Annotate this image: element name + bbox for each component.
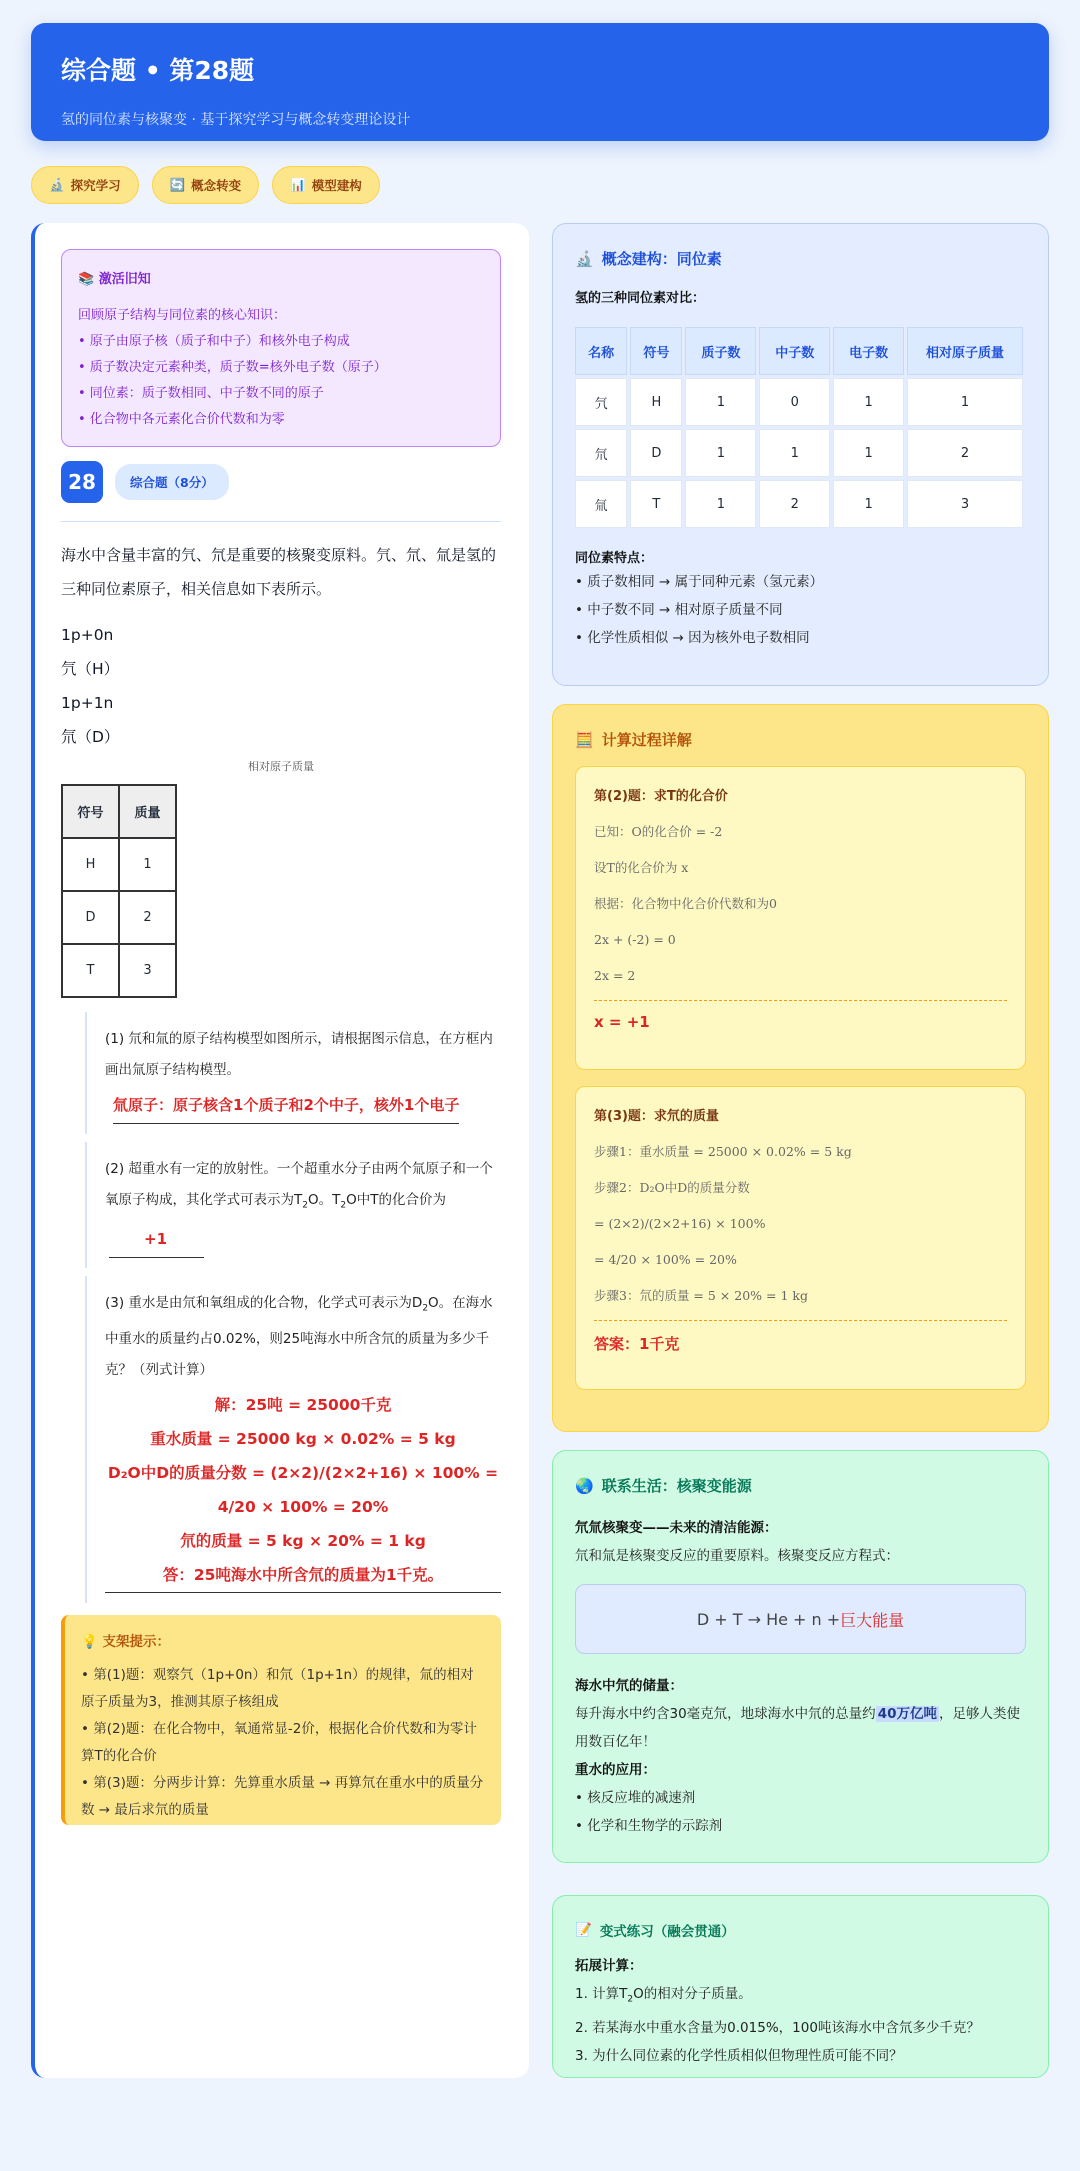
isotope-info: 1p+0n 氕（H） 1p+1n 氘（D） bbox=[61, 626, 120, 746]
activate-line: • 原子由原子核（质子和中子）和核外电子构成 bbox=[78, 334, 350, 349]
practice-item: 2. 若某海水中重水含量为0.015%，100吨该海水中含氘多少千克？ bbox=[575, 2019, 980, 2036]
globe-icon: 🌏 bbox=[575, 1476, 594, 1495]
microscope-icon: 🔬 bbox=[49, 177, 65, 192]
feature-title: 同位素特点： bbox=[575, 551, 654, 566]
mass-table: 符号 质量 H 1 D 2 T 3 bbox=[61, 784, 177, 998]
answer-2: +1 bbox=[109, 1222, 204, 1258]
question-panel bbox=[31, 223, 529, 2078]
question-header bbox=[61, 461, 501, 522]
activate-title: 📚 激活旧知 bbox=[78, 272, 151, 287]
concept-subtitle: 氢的三种同位素对比： bbox=[575, 291, 706, 306]
tag-model[interactable]: 📊 模型建构 bbox=[272, 166, 380, 204]
solution-line: 重水质量 = 25000 kg × 0.02% = 5 kg bbox=[150, 1430, 456, 1449]
fusion-equation: D + T → He + n + 巨大能量 bbox=[575, 1584, 1026, 1654]
table-row: 氕 H 1 0 1 1 bbox=[575, 378, 1023, 426]
tag-inquiry[interactable]: 🔬 探究学习 bbox=[31, 166, 139, 204]
practice-item: 1. 计算$T_2O$的相对分子质量。 bbox=[575, 1986, 752, 2005]
life-title: 🌏 联系生活：核聚变能源 bbox=[575, 1476, 752, 1495]
tag-bar bbox=[31, 166, 380, 204]
sub-question-2: (2) 超重水有一定的放射性。一个超重水分子由两个氚原子和一个氧原子构成，其化学式可表示为$T_2O$。$T_2O$中T的化合价为 +1 bbox=[85, 1142, 501, 1268]
calc-box-3: 第(3)题：求氘的质量 步骤1：重水质量 = 25000 × 0.02% = 5 kg 步骤2：D₂O中D的质量分数 = (2×2)/(2×2+16) × 100% = 4/20 × 100% = 20% 步骤3：氘的质量 = 5 × 20% = 1 kg 答案：1千克 bbox=[575, 1086, 1026, 1390]
activate-line: 回顾原子结构与同位素的核心知识： bbox=[78, 308, 287, 323]
activate-box bbox=[61, 249, 501, 447]
page-header bbox=[31, 23, 1049, 141]
practice-item: 3. 为什么同位素的化学性质相似但物理性质可能不同？ bbox=[575, 2047, 903, 2064]
solution-line: 答：25吨海水中所含氘的质量为1千克。 bbox=[105, 1558, 501, 1593]
tag-concept[interactable]: 🔄 概念转变 bbox=[152, 166, 260, 204]
sub-question-3: (3) 重水是由氘和氧组成的化合物，化学式可表示为$D_2O$。在海水中重水的质量约占0.02%，则25吨海水中所含氘的质量为多少千克？（列式计算） 解：25吨 = 25000千克 重水质量 = 25000 kg × 0.02% = 5 kg D₂O中D的质量分数 = (2×2)/(2×2+16) × 100% = 4/20 × 100% = 20% 氘的质量 = 5 kg × 20% = 1 kg 答：25吨海水中所含氘的质量为1千克。 bbox=[85, 1276, 501, 1604]
table-row: H 1 bbox=[62, 838, 176, 891]
activate-line: • 质子数决定元素种类，质子数=核外电子数（原子） bbox=[78, 360, 387, 375]
question-badge: 综合题（8分） bbox=[115, 464, 229, 500]
sub-question-1: (1) 氘和氚的原子结构模型如图所示，请根据图示信息，在方框内画出氚原子结构模型。 氚原子：原子核含1个质子和2个中子，核外1个电子 bbox=[85, 1012, 501, 1134]
hint-box bbox=[61, 1615, 501, 1825]
question-number: 28 bbox=[61, 461, 103, 503]
page-title: 综合题 • 第28题 bbox=[61, 56, 255, 85]
storage-text: 每升海水中约含30毫克氘，地球海水中氘的总量约 40万亿吨 ，足够人类使用数百亿年！ bbox=[575, 1706, 1020, 1750]
calc-box-2: 第(2)题：求T的化合价 已知：O的化合价 = -2 设T的化合价为 x 根据：化合物中化合价代数和为0 2x + (-2) = 0 2x = 2 x = +1 bbox=[575, 766, 1026, 1070]
calculator-icon: 🧮 bbox=[575, 730, 594, 749]
concept-title: 🔬 概念建构：同位素 bbox=[575, 249, 722, 268]
solution-line: 4/20 × 100% = 20% bbox=[217, 1498, 389, 1517]
calc-result: x = +1 bbox=[594, 1013, 650, 1031]
lightbulb-icon: 💡 bbox=[81, 1634, 98, 1651]
table-row: 氘 D 1 1 1 2 bbox=[575, 429, 1023, 477]
hint-title: 💡 支架提示： bbox=[81, 1634, 171, 1651]
table-caption: 相对原子质量 bbox=[248, 760, 314, 773]
isotope-table: 名称 符号 质子数 中子数 电子数 相对原子质量 氕 H 1 0 1 1 氘 D 1 1 1 2 氚 T 1 2 1 3 bbox=[572, 324, 1026, 531]
refresh-icon: 🔄 bbox=[169, 177, 186, 192]
books-icon: 📚 bbox=[78, 272, 95, 287]
calc-result: 答案：1千克 bbox=[594, 1335, 680, 1353]
page-subtitle: 氢的同位素与核聚变 · 基于探究学习与概念转变理论设计 bbox=[61, 112, 411, 128]
concept-card: 🔬 概念建构：同位素 氢的三种同位素对比： 名称 符号 质子数 中子数 电子数 相对原子质量 氕 H 1 0 1 1 氘 D 1 1 1 2 氚 T 1 2 1 3 同位素特点： • 质子数相同 → 属于同种元素（氢元素） • 中子数不同 → 相对原子质量不同 • 化学性质相似 → 因为核外电子数相同 bbox=[552, 223, 1049, 686]
table-row: 氚 T 1 2 1 3 bbox=[575, 480, 1023, 528]
solution-line: 解：25吨 = 25000千克 bbox=[214, 1396, 392, 1415]
microscope-icon: 🔬 bbox=[575, 249, 594, 268]
calculation-card bbox=[552, 704, 1049, 1432]
activate-line: • 同位素：质子数相同、中子数不同的原子 bbox=[78, 386, 324, 401]
solution-line: D₂O中D的质量分数 = (2×2)/(2×2+16) × 100% = bbox=[107, 1464, 499, 1483]
practice-card: 📝 变式练习（融会贯通） 拓展计算： 1. 计算$T_2O$的相对分子质量。 2. 若某海水中重水含量为0.015%，100吨该海水中含氘多少千克？ 3. 为什么同位素的化学性质相似但物理性质可能不同？ bbox=[552, 1895, 1049, 2078]
chart-icon: 📊 bbox=[290, 177, 306, 192]
table-row: D 2 bbox=[62, 891, 176, 944]
hint-line: • 第(3)题：分两步计算：先算重水质量 → 再算氘在重水中的质量分数 → 最后求氘的质量 bbox=[81, 1775, 484, 1819]
memo-icon: 📝 bbox=[575, 1922, 592, 1938]
answer-1: 氚原子：原子核含1个质子和2个中子，核外1个电子 bbox=[113, 1088, 459, 1124]
hint-line: • 第(2)题：在化合物中，氧通常显-2价，根据化合价代数和为零计算T的化合价 bbox=[81, 1721, 477, 1765]
practice-title: 📝 变式练习（融会贯通） bbox=[575, 1922, 735, 1940]
life-card: 🌏 联系生活：核聚变能源 氘氚核聚变——未来的清洁能源： 氘和氚是核聚变反应的重要原料。核聚变反应方程式： D + T → He + n + 巨大能量 海水中氘的储量： 每升海水中约含30毫克氘，地球海水中氘的总量约 40万亿吨 ，足够人类使用数百亿年！ 重水的应用： • 核反应堆的减速剂 • 化学和生物学的示踪剂 bbox=[552, 1450, 1049, 1863]
question-stem: 海水中含量丰富的氕、氘是重要的核聚变原料。氕、氘、氚是氢的三种同位素原子，相关信息如下表所示。 bbox=[61, 546, 497, 598]
hint-line: • 第(1)题：观察氕（1p+0n）和氘（1p+1n）的规律，氚的相对原子质量为3，推测其原子核组成 bbox=[81, 1667, 474, 1711]
table-row: T 3 bbox=[62, 944, 176, 997]
solution-line: 氘的质量 = 5 kg × 20% = 1 kg bbox=[180, 1532, 426, 1551]
activate-line: • 化合物中各元素化合价代数和为零 bbox=[78, 412, 285, 427]
calculation-title: 🧮 计算过程详解 bbox=[575, 730, 692, 749]
